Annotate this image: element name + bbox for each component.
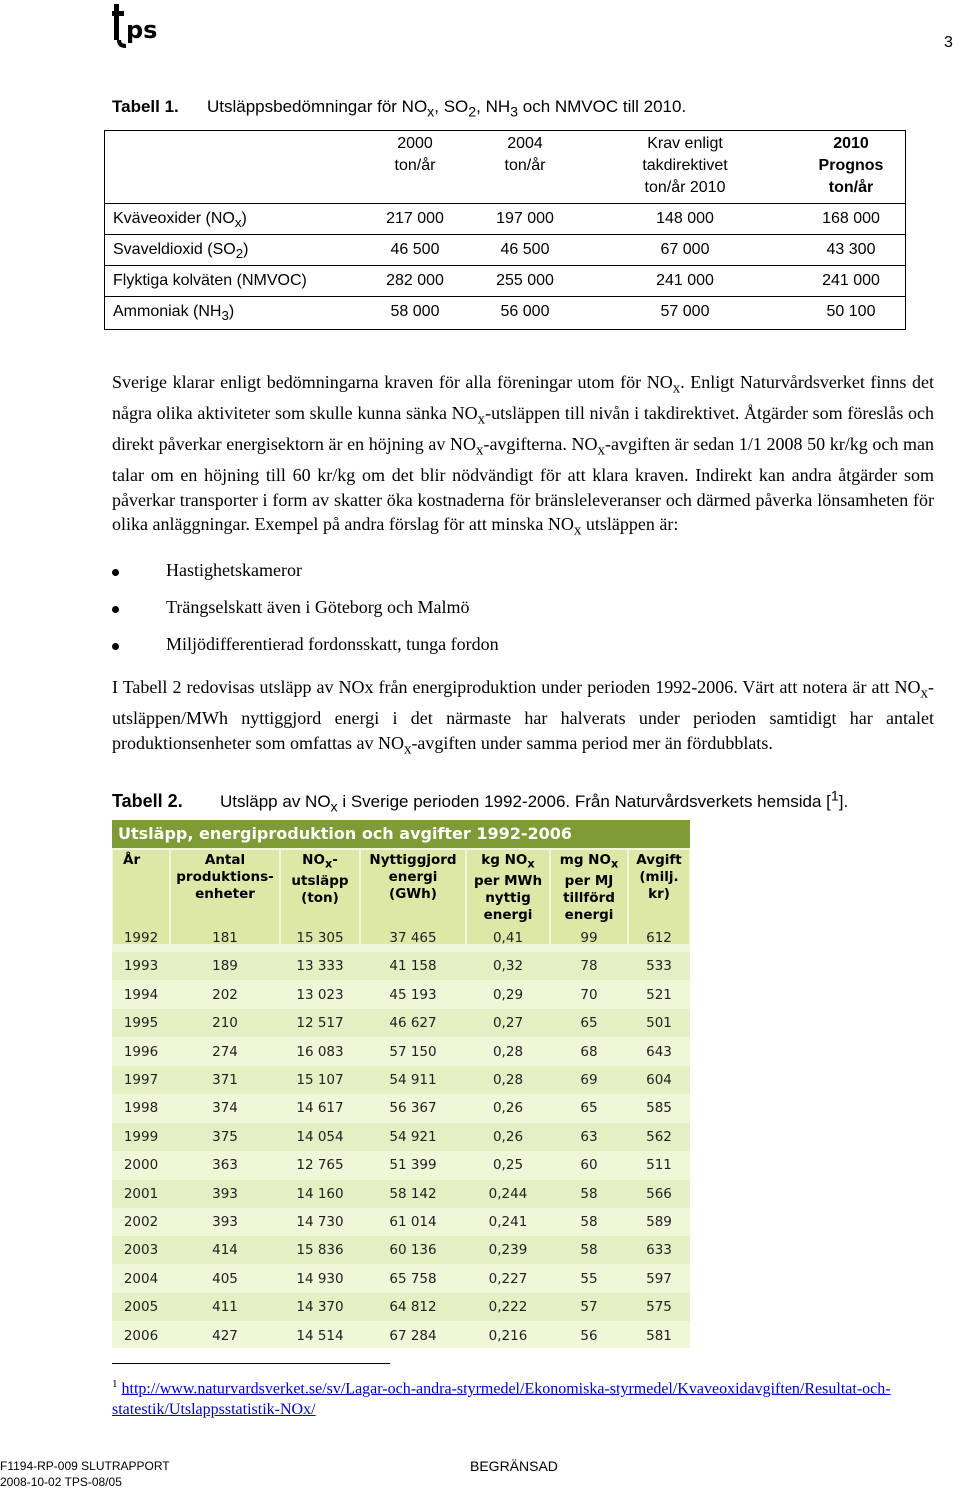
cell-value: 56 367 <box>389 1100 437 1117</box>
cell-value: 533 <box>646 958 672 975</box>
table-row <box>105 265 905 297</box>
cell-value: 393 <box>212 1214 238 1230</box>
cell-value: 375 <box>212 1128 238 1145</box>
cell-value: 414 <box>212 1242 238 1259</box>
cell-value: 57 000 <box>660 303 710 320</box>
table1-header: 2004 ton/år <box>504 135 546 174</box>
cell-value: 12 517 <box>296 1015 344 1032</box>
footer-date-code: 2008-10-02 TPS-08/05 <box>0 1475 122 1489</box>
table1-label: Tabell 1. <box>112 97 179 116</box>
table2-caption <box>112 788 848 815</box>
cell-value: 241 000 <box>656 272 714 289</box>
cell-value: 45 193 <box>389 986 437 1003</box>
cell-value: 0,27 <box>492 1015 524 1032</box>
cell-value: 14 617 <box>296 1100 344 1117</box>
cell-value: 589 <box>646 1214 672 1230</box>
cell-value: 501 <box>646 1015 672 1032</box>
table-row <box>112 1208 690 1236</box>
table1-caption <box>112 97 686 120</box>
cell-value: 633 <box>646 1242 672 1259</box>
table2-header: Nyttiggjord energi (GWh) <box>361 850 465 944</box>
footnote <box>112 1374 942 1420</box>
cell-value: 13 333 <box>296 958 344 975</box>
cell-value: 210 <box>212 1015 238 1032</box>
cell-value: 67 284 <box>389 1327 437 1344</box>
cell-value: 46 500 <box>500 241 550 258</box>
cell-value: 14 370 <box>296 1299 344 1316</box>
cell-value: 14 730 <box>296 1214 344 1230</box>
cell-value: 0,239 <box>488 1242 528 1259</box>
cell-value: 70 <box>580 986 598 1003</box>
table2-label: Tabell 2. <box>112 790 183 811</box>
table2-header: mg $NO_x$ per MJ tillförd energi <box>551 850 627 944</box>
table-row <box>112 924 690 952</box>
list-item: Hastighetskameror <box>112 560 612 584</box>
cell-value: 393 <box>212 1185 238 1202</box>
table-row <box>112 1180 690 1208</box>
footnote-number: 1 <box>112 1378 118 1390</box>
cell-value: 1997 <box>123 1072 159 1088</box>
cell-value: 56 <box>580 1327 598 1344</box>
cell-value: 51 399 <box>389 1157 437 1174</box>
cell-value: 405 <box>212 1270 238 1287</box>
cell-value: 241 000 <box>822 272 880 289</box>
cell-value: 411 <box>212 1299 238 1316</box>
table-row <box>112 1236 690 1264</box>
cell-value: 1995 <box>123 1015 159 1032</box>
logo-text: ps <box>126 16 158 44</box>
cell-value: 1992 <box>123 930 159 946</box>
table2-banner: Utsläpp, energiproduktion och avgifter 1992-2006 <box>112 820 690 848</box>
cell-value: 197 000 <box>496 210 554 227</box>
cell-value: 604 <box>646 1072 672 1088</box>
cell-value: 427 <box>212 1327 238 1344</box>
cell-value: 585 <box>646 1100 672 1117</box>
cell-value: 58 <box>580 1242 598 1259</box>
nox-statistics-table <box>112 820 690 1348</box>
table-row <box>112 1123 690 1151</box>
tps-logo <box>112 2 164 52</box>
cell-value: 597 <box>646 1270 672 1287</box>
cell-value: 57 150 <box>389 1043 437 1060</box>
cell-value: 14 930 <box>296 1270 344 1287</box>
row-label: Kväveoxider $(NO_x)$ <box>113 210 247 231</box>
cell-value: 148 000 <box>656 210 714 227</box>
cell-value: 54 911 <box>389 1072 437 1088</box>
cell-value: 0,28 <box>492 1072 524 1088</box>
table-row <box>112 1322 690 1350</box>
table2-header: kg $NO_x$ per MWh nyttig energi <box>467 850 549 944</box>
cell-value: 2005 <box>123 1299 159 1316</box>
cell-value: 50 100 <box>826 303 876 320</box>
table-row <box>112 1009 690 1037</box>
table-row <box>112 952 690 980</box>
table2-header: Antal produktions- enheter <box>171 850 279 944</box>
cell-value: 189 <box>212 958 238 975</box>
cell-value: 2002 <box>123 1214 159 1230</box>
cell-value: 13 023 <box>296 986 344 1003</box>
paragraph-1-text: Sverige klarar enligt bedömningarna kraven för alla föreningar utom för $NO_x$. Enligt Naturvårdsverket finns det några olika aktiviteter som skulle kunna sänka $NO_x$-utsläppen till nivån i takdirektivet. Åtgärder som föreslås och direkt påverkar energisektorn är en höjning av $NO_x$-avgifterna. $NO_x$-avgiften är sedan 1/1 2008 50 kr/kg och man talar om en höjning till 60 kr/kg om det blir nödvändigt för att klara kraven. Indirekt kan andra åtgärder som påverkar transporter i form av skatter öka kostnaderna för bränsleleveranser och därmed påverka lönsamheten för olika anläggningar. Exempel på andra förslag för att minska $NO_x$ utsläppen är: <box>112 372 934 539</box>
cell-value: 1994 <box>123 986 159 1003</box>
cell-value: 43 300 <box>826 241 876 258</box>
cell-value: 58 <box>580 1185 598 1202</box>
footer-report: F1194-RP-009 SLUTRAPPORT <box>0 1459 170 1473</box>
cell-value: 15 836 <box>296 1242 344 1259</box>
cell-value: 202 <box>212 986 238 1003</box>
table-row <box>112 1038 690 1066</box>
cell-value: 0,25 <box>492 1157 524 1174</box>
cell-value: 58 000 <box>390 303 440 320</box>
table-row <box>105 234 905 266</box>
row-label: Ammoniak $(NH_3)$ <box>113 303 235 324</box>
cell-value: 37 465 <box>389 930 437 946</box>
cell-value: 371 <box>212 1072 238 1088</box>
cell-value: 1996 <box>123 1043 159 1060</box>
page-number: 3 <box>944 34 953 51</box>
cell-value: 41 158 <box>389 958 437 975</box>
cell-value: 0,244 <box>488 1185 528 1202</box>
row-label: Svaveldioxid $(SO_2)$ <box>113 241 249 262</box>
table-row <box>112 1094 690 1122</box>
bullet-icon <box>112 606 119 613</box>
cell-value: 521 <box>646 986 672 1003</box>
table2-header: $NO_x-$ utsläpp (ton) <box>281 850 359 944</box>
cell-value: 0,222 <box>488 1299 528 1316</box>
table2-caption-text: Utsläpp av $NO_x$ i Sverige perioden 1992-2006. Från Naturvårdsverkets hemsida [$^1$]. <box>220 788 849 816</box>
cell-value: 55 <box>580 1270 598 1287</box>
cell-value: 0,227 <box>488 1270 528 1287</box>
cell-value: 274 <box>212 1043 238 1060</box>
cell-value: 562 <box>646 1128 672 1145</box>
cell-value: 2000 <box>123 1157 159 1174</box>
cell-value: 69 <box>580 1072 598 1088</box>
cell-value: 15 107 <box>296 1072 344 1088</box>
cell-value: 1998 <box>123 1100 159 1117</box>
cell-value: 14 054 <box>296 1128 344 1145</box>
footer-left <box>0 1458 170 1490</box>
table1-caption-text: Utsläppsbedömningar för $NO_x$, $SO_2$, $NH_3$ och NMVOC till 2010. <box>207 97 687 121</box>
body-paragraph-1 <box>112 370 934 543</box>
cell-value: 65 <box>580 1100 598 1117</box>
cell-value: 282 000 <box>386 272 444 289</box>
cell-value: 60 <box>580 1157 598 1174</box>
table-row <box>105 203 905 235</box>
cell-value: 217 000 <box>386 210 444 227</box>
cell-value: 54 921 <box>389 1128 437 1145</box>
cell-value: 566 <box>646 1185 672 1202</box>
cell-value: 1993 <box>123 958 159 975</box>
cell-value: 99 <box>580 930 598 946</box>
cell-value: 15 305 <box>296 930 344 946</box>
cell-value: 0,32 <box>492 958 524 975</box>
cell-value: 1999 <box>123 1128 159 1145</box>
cell-value: 0,28 <box>492 1043 524 1060</box>
cell-value: 0,26 <box>492 1100 524 1117</box>
cell-value: 374 <box>212 1100 238 1117</box>
footer-classification: BEGRÄNSAD <box>470 1458 558 1474</box>
cell-value: 46 500 <box>390 241 440 258</box>
cell-value: 78 <box>580 958 598 975</box>
cell-value: 68 <box>580 1043 598 1060</box>
footnote-link[interactable]: http://www.naturvardsverket.se/sv/Lagar-och-andra-styrmedel/Ekonomiska-styrmedel/Kvaveoxidavgiften/Resultat-och-statestik/Utslappsstatistik-NOx/ <box>112 1380 891 1419</box>
list-item: Trängselskatt även i Göteborg och Malmö <box>112 597 612 621</box>
cell-value: 63 <box>580 1128 598 1145</box>
cell-value: 2003 <box>123 1242 159 1259</box>
cell-value: 56 000 <box>500 303 550 320</box>
cell-value: 0,241 <box>488 1214 528 1230</box>
cell-value: 2001 <box>123 1185 159 1202</box>
cell-value: 14 514 <box>296 1327 344 1344</box>
list-item: Miljödifferentierad fordonsskatt, tunga fordon <box>112 634 612 658</box>
table1-header: 2000 ton/år <box>394 135 436 174</box>
cell-value: 643 <box>646 1043 672 1060</box>
table2-header: År <box>113 850 169 944</box>
cell-value: 363 <box>212 1157 238 1174</box>
row-label: Flyktiga kolväten (NMVOC) <box>113 272 307 289</box>
cell-value: 65 <box>580 1015 598 1032</box>
cell-value: 65 758 <box>389 1270 437 1287</box>
table-row <box>112 981 690 1009</box>
bullet-icon <box>112 643 119 650</box>
cell-value: 58 <box>580 1214 598 1230</box>
body-paragraph-2: I Tabell 2 redovisas utsläpp av NOx från energiproduktion under perioden 1992-2006. Värt att notera är att $NO_x-utsläppen$/MWh nyttiggjord energi i det närmaste har halverats under perioden samtidigt har antalet produktionsenheter som omfattas av $NO_x$-avgiften under samma period mer än fördubblats. <box>112 677 934 758</box>
table-row <box>112 1265 690 1293</box>
cell-value: 581 <box>646 1327 672 1344</box>
cell-value: 0,216 <box>488 1327 528 1344</box>
bullet-icon <box>112 569 119 576</box>
cell-value: 0,29 <box>492 986 524 1003</box>
emissions-forecast-table <box>104 130 906 330</box>
cell-value: 2006 <box>123 1327 159 1344</box>
cell-value: 16 083 <box>296 1043 344 1060</box>
footnote-divider <box>112 1363 390 1364</box>
cell-value: 14 160 <box>296 1185 344 1202</box>
cell-value: 0,26 <box>492 1128 524 1145</box>
cell-value: 511 <box>646 1157 672 1174</box>
cell-value: 64 812 <box>389 1299 437 1316</box>
cell-value: 0,41 <box>492 930 524 946</box>
cell-value: 58 142 <box>389 1185 437 1202</box>
table-row <box>112 1066 690 1094</box>
cell-value: 2004 <box>123 1270 159 1287</box>
table-row <box>105 296 905 328</box>
cell-value: 61 014 <box>389 1214 437 1230</box>
cell-value: 168 000 <box>822 210 880 227</box>
cell-value: 612 <box>646 930 672 946</box>
cell-value: 46 627 <box>389 1015 437 1032</box>
cell-value: 181 <box>212 930 238 946</box>
cell-value: 60 136 <box>389 1242 437 1259</box>
table-row <box>112 1293 690 1321</box>
cell-value: 12 765 <box>296 1157 344 1174</box>
cell-value: 67 000 <box>660 241 710 258</box>
cell-value: 57 <box>580 1299 598 1316</box>
cell-value: 575 <box>646 1299 672 1316</box>
table2-header: Avgift (milj. kr) <box>629 850 689 944</box>
table-row <box>112 1151 690 1179</box>
table1-header: 2010 Prognos ton/år <box>818 135 884 196</box>
cell-value: 255 000 <box>496 272 554 289</box>
table1-header: Krav enligt takdirektivet ton/år 2010 <box>642 135 728 196</box>
